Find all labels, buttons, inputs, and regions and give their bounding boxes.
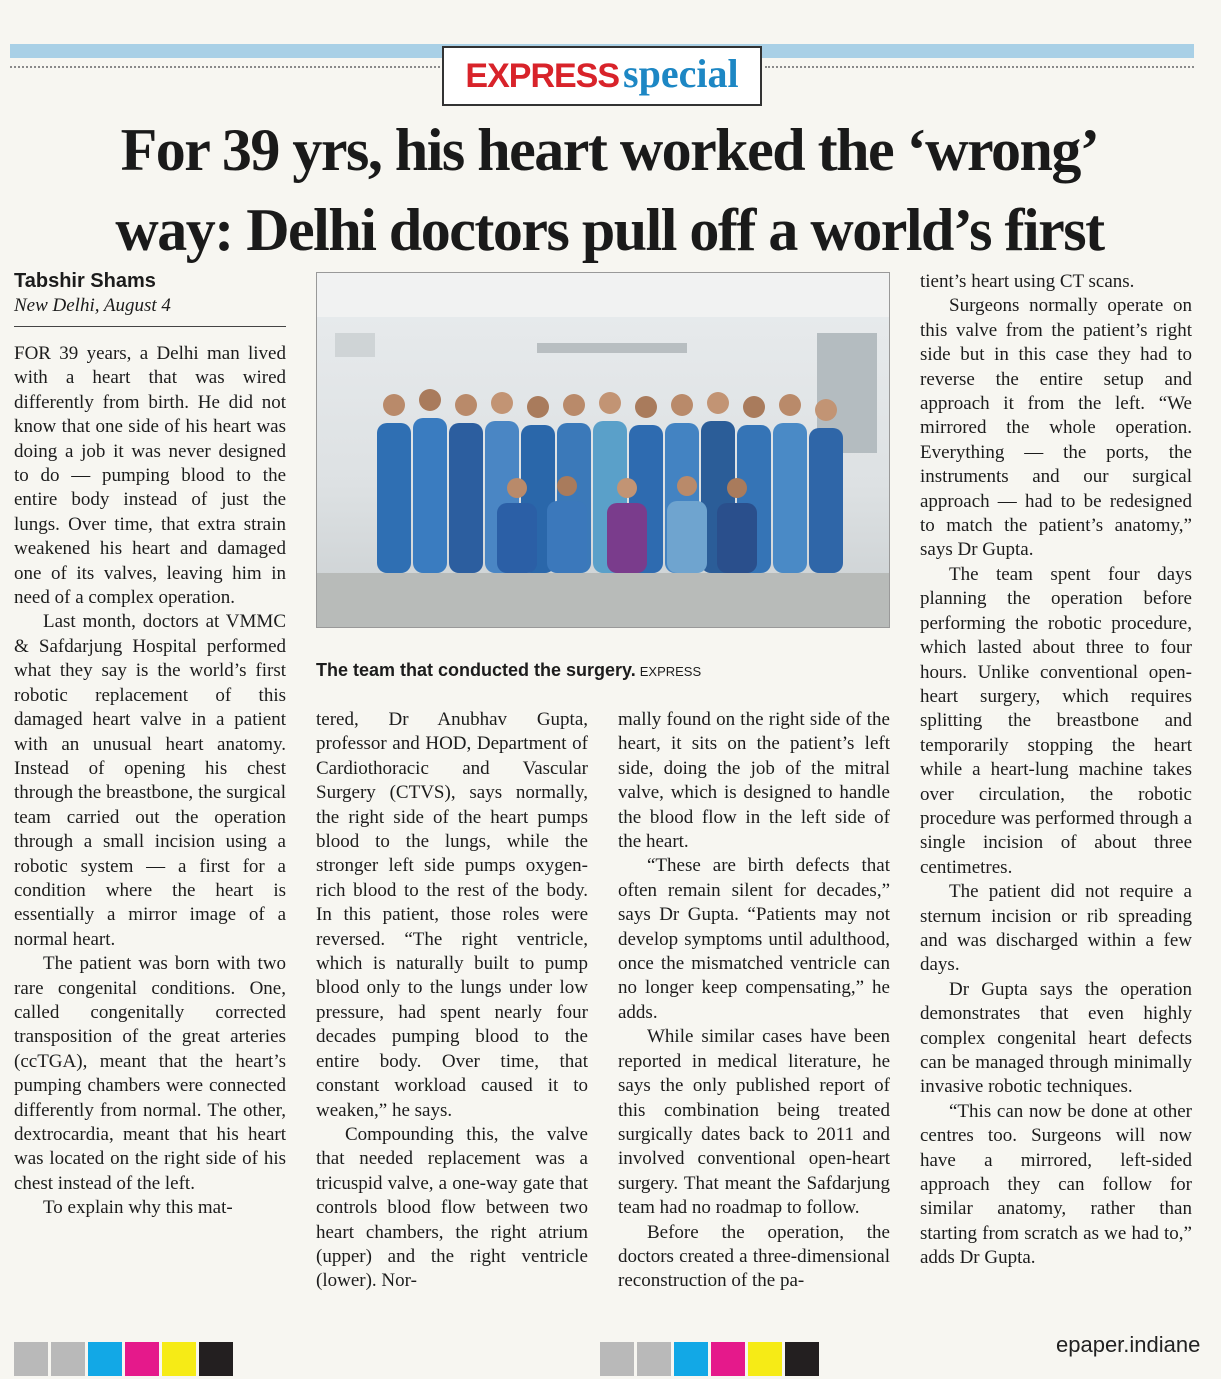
paragraph: mally found on the right side of the heart, it sits on the patient’s left side, doing the job of the mitral valve, which is designed to handle the blood flow in the left side of the heart.: [618, 709, 890, 853]
paragraph: Compounding this, the valve that needed replacement was a tricuspid valve, a one-way gate that controls blood flow between two heart chambers, the right atrium (upper) and the right ventricle (lower). Nor-: [316, 1123, 588, 1292]
dateline: New Delhi, August 4: [14, 295, 171, 316]
headline-line-1: For 39 yrs, his heart worked the ‘wrong’: [120, 117, 1099, 183]
caption-text: The team that conducted the surgery.: [316, 660, 636, 680]
dotted-rule-left: [10, 66, 440, 68]
article-column-1: [14, 342, 286, 1221]
photo-caption: [316, 660, 890, 681]
magenta-swatch: [125, 1342, 159, 1376]
paragraph: Last month, doctors at VMMC & Safdarjung Hospital performed what they say is the world’s first robotic replacement of this damaged heart valve in a patient with an unusual heart anatomy. Instead of opening his chest through the breastbone, the surgical team carried out the operation through a small incision using a robotic system — a first for a condition where the heart is essentially a mirror image of a normal heart.: [14, 611, 286, 950]
paragraph: Before the operation, the doctors created a three-dimensional reconstruction of the pa-: [618, 1221, 890, 1292]
magenta-swatch: [711, 1342, 745, 1376]
registration-marks-right: [600, 1342, 822, 1376]
black-swatch: [199, 1342, 233, 1376]
black-swatch: [785, 1342, 819, 1376]
headline: [12, 110, 1207, 270]
paragraph: tered, Dr Anubhav Gupta, professor and HOD, Department of Cardiothoracic and Vascular Surgery (CTVS), says normally, the right side of the heart pumps blood to the lungs, while the stronger left side pumps oxygen-rich blood to the rest of the body. In this patient, those roles were reversed. “The right ventricle, which is naturally built to pump blood only to the lungs under low pressure, had spent nearly four decades pumping blood to the entire body. Over time, that constant workload caused it to weaken,” he says.: [316, 709, 588, 1121]
paragraph: “This can now be done at other centres too. Surgeons will now have a mirrored, left-sided approach they can follow for similar anatomy, rather than starting from scratch as we had to,” adds Dr Gupta.: [920, 1100, 1192, 1269]
yellow-swatch: [162, 1342, 196, 1376]
paragraph: The patient did not require a sternum incision or rib spreading and was discharged within a few days.: [920, 881, 1192, 976]
team-photo: [316, 272, 890, 628]
paragraph: The team spent four days planning the operation before performing the robotic procedure, which lasted about three to four hours. Unlike conventional open-heart surgery, which requires splitting the breastbone and temporarily stopping the heart while a heart-lung machine takes over circulation, the robotic procedure was performed through a single incision of about three centimetres.: [920, 563, 1192, 878]
yellow-swatch: [748, 1342, 782, 1376]
paragraph: tient’s heart using CT scans.: [920, 271, 1135, 292]
paragraph: To explain why this mat-: [43, 1197, 233, 1219]
gray-swatch: [637, 1342, 671, 1376]
byline: [14, 268, 286, 327]
cyan-swatch: [674, 1342, 708, 1376]
article-column-3: [618, 708, 890, 1294]
gray-swatch: [51, 1342, 85, 1376]
paragraph: Surgeons normally operate on this valve from the patient’s right side but in this case they had to reverse the entire setup and approach it from the left. “We mirrored the whole operation. Everything — the ports, the instruments and our surgical approach — had to be redesigned to match the patient’s anatomy,” says Dr Gupta.: [920, 295, 1192, 561]
paragraph: “These are birth defects that often remain silent for decades,” says Dr Gupta. “Patients may not develop symptoms until adulthood, once the mismatched ventricle can no longer keep compensating,” he adds.: [618, 855, 890, 1023]
brand-special: special: [623, 51, 739, 96]
article-column-2: [316, 708, 588, 1294]
team-photo-illustration: [317, 273, 889, 627]
cyan-swatch: [88, 1342, 122, 1376]
express-special-label: [442, 46, 762, 106]
headline-line-2: way: Delhi doctors pull off a world’s first: [115, 197, 1104, 263]
registration-marks-left: [14, 1342, 236, 1376]
article-column-4: [920, 270, 1192, 1271]
gray-swatch: [600, 1342, 634, 1376]
paragraph: While similar cases have been reported in medical literature, he says the only published report of this combination being treated surgically dates back to 2011 and involved conventional open-heart surgery. That meant the Safdarjung team had no roadmap to follow.: [618, 1026, 890, 1219]
dotted-rule-right: [765, 66, 1194, 68]
gray-swatch: [14, 1342, 48, 1376]
paragraph: FOR 39 years, a Delhi man lived with a heart that was wired differently from birth. He did not know that one side of his heart was doing a job it was never designed to do — pumping blood to the entire body instead of just the lungs. Over time, that extra strain weakened his heart and damaged one of its valves, leaving him in need of a complex operation.: [14, 343, 286, 609]
paragraph: The patient was born with two rare congenital conditions. One, called congenitally corrected transposition of the great arteries (ccTGA), meant that the heart’s pumping chambers were connected differently from normal. The other, dextrocardia, meant that his heart was located on the right side of his chest instead of the left.: [14, 953, 286, 1194]
paragraph: Dr Gupta says the operation demonstrates that even highly complex congenital heart defects can be managed through minimally invasive robotic techniques.: [920, 978, 1192, 1098]
epaper-url: epaper.indiane: [1056, 1332, 1201, 1357]
caption-credit: EXPRESS: [639, 664, 702, 679]
author-name: Tabshir Shams: [14, 270, 156, 292]
brand-express: EXPRESS: [465, 57, 620, 95]
